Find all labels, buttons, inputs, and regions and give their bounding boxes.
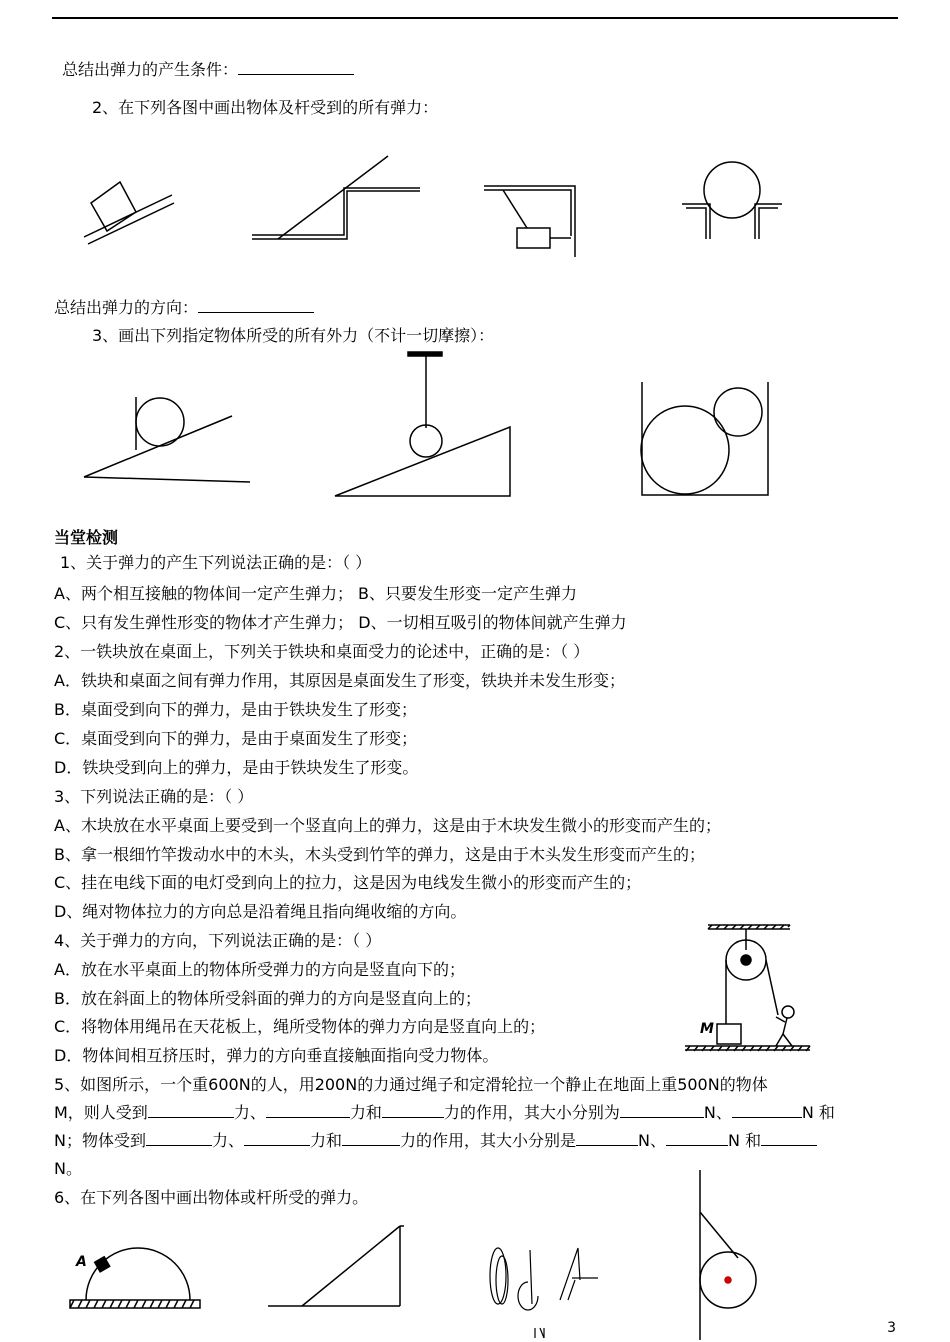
q3-option-c: C、挂在电线下面的电灯受到向上的拉力，这是因为电线发生微小的形变而产生的； xyxy=(54,873,642,892)
q4-option-c: C．将物体用绳吊在天花板上，绳所受物体的弹力方向是竖直向上的； xyxy=(54,1017,546,1036)
question-2-intro: 2、在下列各图中画出物体及杆受到的所有弹力： xyxy=(92,98,439,117)
summary-condition-text: 总结出弹力的产生条件： xyxy=(62,60,239,79)
q4-stem: 4、关于弹力的方向，下列说法正确的是：（ ） xyxy=(54,931,382,950)
mass-label: M xyxy=(700,1021,714,1037)
q5-text: N；物体受到 xyxy=(54,1131,146,1150)
q1-stem: 1、关于弹力的产生下列说法正确的是：（ ） xyxy=(60,553,372,572)
q5-text: N、 xyxy=(703,1103,732,1122)
section-title: 当堂检测 xyxy=(54,528,119,547)
q6-stem: 6、在下列各图中画出物体或杆所受的弹力。 xyxy=(54,1188,369,1207)
summary-direction-text: 总结出弹力的方向： xyxy=(54,298,199,317)
q1-option-ab: A、两个相互接触的物体间一定产生弹力； B、只要发生形变一定产生弹力 xyxy=(54,584,578,603)
rod-against-wall-diagram xyxy=(268,1226,404,1306)
sketchy-rod-figures xyxy=(490,1248,598,1338)
q5-text: 力、 xyxy=(211,1131,244,1150)
bracket-block-diagram xyxy=(484,186,575,257)
ball-incline-wall-diagram xyxy=(84,397,250,482)
q5-text: 力的作用，其大小分别是 xyxy=(400,1131,577,1150)
q2-option-b: B．桌面受到向下的弹力，是由于铁块发生了形变； xyxy=(54,700,417,719)
q3-option-b: B、拿一根细竹竿拨动水中的木头，木头受到竹竿的弹力，这是由于木头发生形变而产生的； xyxy=(54,845,705,864)
q5-text: N 和 xyxy=(801,1103,835,1122)
q5-text: 力和 xyxy=(349,1103,382,1122)
q2-option-a: A．铁块和桌面之间有弹力作用，其原因是桌面发生了形变，铁块并未发生形变； xyxy=(54,671,625,690)
q2-stem: 2、一铁块放在桌面上，下列关于铁块和桌面受力的论述中，正确的是：（ ） xyxy=(54,642,590,661)
q3-stem: 3、下列说法正确的是：（ ） xyxy=(54,787,254,806)
ball-on-rope-against-wall-diagram xyxy=(700,1170,756,1340)
q5-text: N、 xyxy=(638,1131,667,1150)
question-3-intro: 3、画出下列指定物体所受的所有外力（不计一切摩擦）： xyxy=(92,326,495,345)
q5-text: 力和 xyxy=(310,1131,343,1150)
q5-line-1: 5、如图所示，一个重600N的人，用200N的力通过绳子和定滑轮拉一个静止在地面上重500N的物体 xyxy=(54,1075,768,1094)
q4-option-d: D．物体间相互挤压时，弹力的方向垂直接触面指向受力物体。 xyxy=(54,1046,499,1065)
q4-option-a: A．放在水平桌面上的物体所受弹力的方向是竖直向下的； xyxy=(54,960,465,979)
q2-option-c: C．桌面受到向下的弹力，是由于桌面发生了形变； xyxy=(54,729,418,748)
q1-option-cd: C、只有发生弹性形变的物体才产生弹力； D、一切相互吸引的物体间就产生弹力 xyxy=(54,613,627,632)
q3-option-a: A、木块放在水平桌面上要受到一个竖直向上的弹力，这是由于木块发生微小的形变而产生的； xyxy=(54,816,721,835)
q5-text: N 和 xyxy=(728,1131,762,1150)
block-on-hemisphere-diagram xyxy=(70,1248,200,1308)
hanging-ball-incline-diagram xyxy=(335,352,510,496)
ball-between-supports-diagram xyxy=(682,162,782,239)
q2-option-d: D．铁块受到向上的弹力，是由于铁块发生了形变。 xyxy=(54,758,419,777)
incline-block-diagram xyxy=(84,182,174,244)
page-number: 3 xyxy=(887,1320,896,1336)
balls-in-box-diagram xyxy=(641,382,768,495)
q3-option-d: D、绳对物体拉力的方向总是沿着绳且指向绳收缩的方向。 xyxy=(54,902,467,921)
q5-line-4: N。 xyxy=(54,1159,82,1178)
point-a-label: A xyxy=(76,1254,87,1270)
q5-text: 力、 xyxy=(233,1103,266,1122)
rod-on-step-diagram xyxy=(252,156,420,239)
q5-text: M，则人受到 xyxy=(54,1103,148,1122)
q5-text: 力的作用，其大小分别为 xyxy=(443,1103,620,1122)
q4-option-b: B．放在斜面上的物体所受斜面的弹力的方向是竖直向上的； xyxy=(54,989,481,1008)
